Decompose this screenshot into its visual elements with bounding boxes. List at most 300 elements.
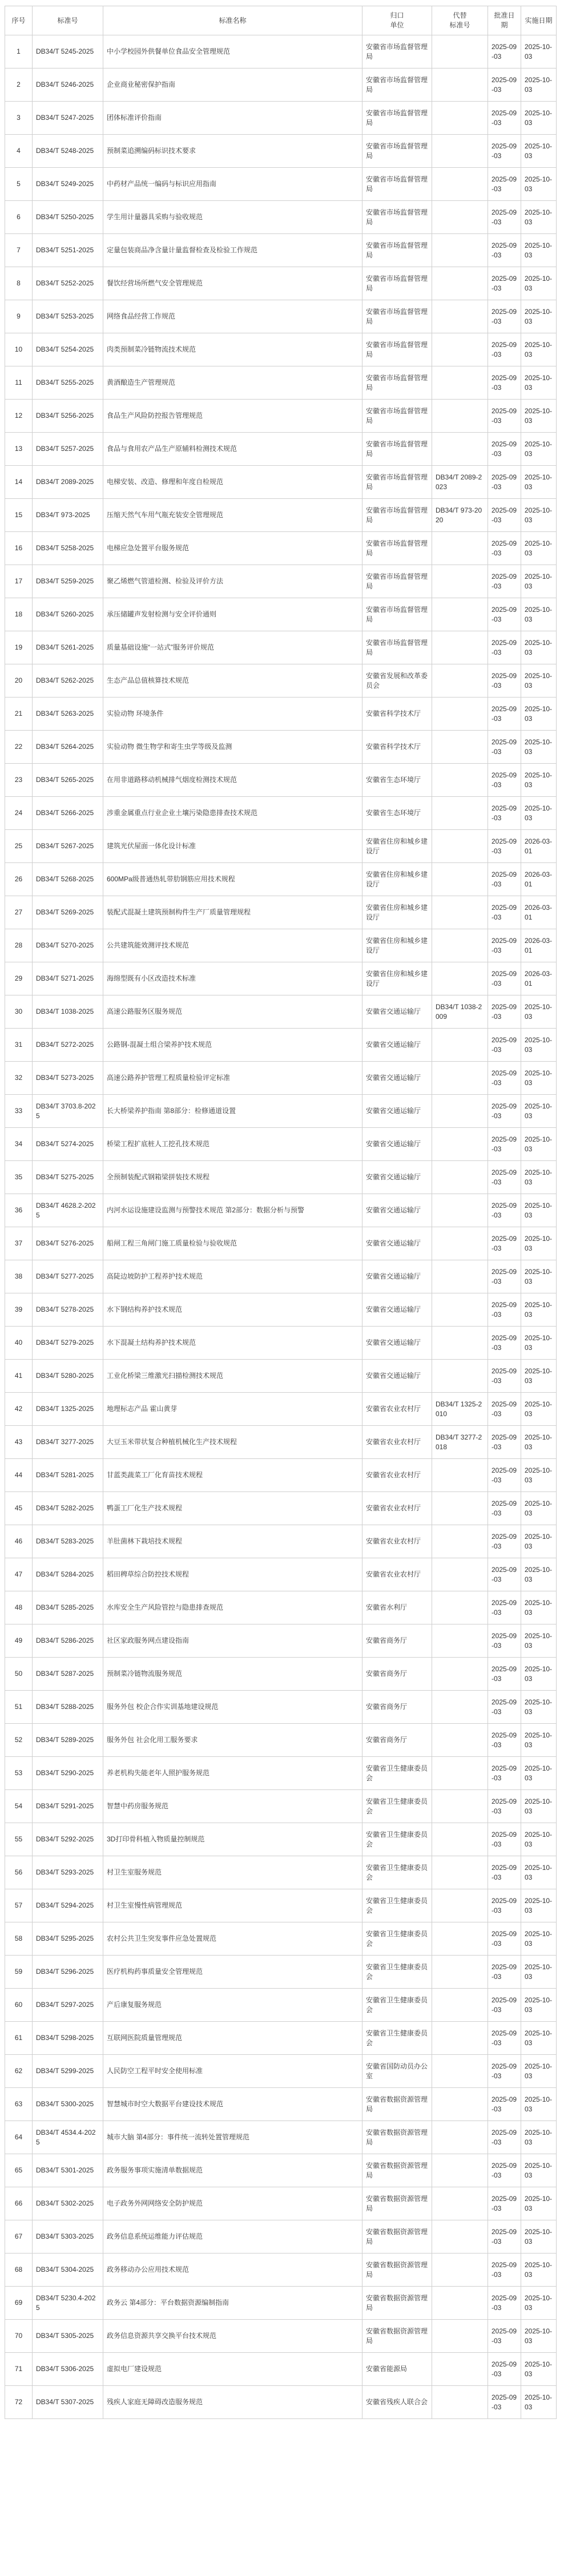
cell-effective-date: 2025-10-03 — [521, 1260, 557, 1293]
table-row — [5, 135, 557, 168]
cell-approval-date: 2025-09-03 — [488, 366, 521, 400]
cell-approval-date: 2025-09-03 — [488, 2287, 521, 2320]
cell-effective-date: 2025-10-03 — [521, 1989, 557, 2022]
cell-approval-date: 2025-09-03 — [488, 1922, 521, 1956]
table-row — [5, 1029, 557, 1062]
cell-standard-code: DB34/T 5296-2025 — [33, 1956, 103, 1989]
cell-effective-date: 2026-03-01 — [521, 962, 557, 995]
cell-effective-date: 2025-10-03 — [521, 1624, 557, 1658]
cell-department: 安徽省市场监督管理局 — [362, 234, 432, 267]
cell-effective-date: 2025-10-03 — [521, 201, 557, 234]
cell-index: 28 — [5, 929, 33, 962]
cell-index: 10 — [5, 333, 33, 366]
cell-effective-date: 2025-10-03 — [521, 333, 557, 366]
cell-replaced-code — [432, 962, 488, 995]
cell-index: 34 — [5, 1128, 33, 1161]
table-row — [5, 2154, 557, 2187]
cell-approval-date: 2025-09-03 — [488, 1558, 521, 1591]
cell-standard-code: DB34/T 5300-2025 — [33, 2088, 103, 2121]
cell-replaced-code — [432, 333, 488, 366]
cell-standard-code: DB34/T 5285-2025 — [33, 1591, 103, 1624]
cell-standard-code: DB34/T 5258-2025 — [33, 532, 103, 565]
cell-replaced-code — [432, 400, 488, 433]
cell-replaced-code — [432, 1989, 488, 2022]
cell-replaced-code — [432, 698, 488, 731]
cell-effective-date: 2025-10-03 — [521, 2121, 557, 2154]
cell-standard-code: DB34/T 5264-2025 — [33, 731, 103, 764]
cell-standard-name: 鸭蛋工厂化生产技术规程 — [103, 1492, 362, 1525]
cell-index: 48 — [5, 1591, 33, 1624]
cell-effective-date: 2025-10-03 — [521, 565, 557, 598]
cell-standard-name: 大豆玉米带状复合种植机械化生产技术规程 — [103, 1426, 362, 1459]
cell-approval-date: 2025-09-03 — [488, 731, 521, 764]
cell-standard-name: 生态产品总值核算技术规范 — [103, 664, 362, 698]
cell-effective-date: 2025-10-03 — [521, 2287, 557, 2320]
table-row — [5, 433, 557, 466]
cell-effective-date: 2025-10-03 — [521, 995, 557, 1029]
cell-effective-date: 2026-03-01 — [521, 896, 557, 929]
cell-approval-date: 2025-09-03 — [488, 400, 521, 433]
cell-department: 安徽省数据资源管理局 — [362, 2154, 432, 2187]
table-row — [5, 631, 557, 664]
cell-effective-date: 2025-10-03 — [521, 234, 557, 267]
cell-standard-name: 船闸工程三角闸门施工质量检验与验收规范 — [103, 1227, 362, 1260]
cell-department: 安徽省交通运输厅 — [362, 1029, 432, 1062]
cell-effective-date: 2025-10-03 — [521, 1492, 557, 1525]
cell-standard-name: 地理标志产品 霍山黄芽 — [103, 1393, 362, 1426]
cell-standard-code: DB34/T 5278-2025 — [33, 1293, 103, 1327]
table-row — [5, 1790, 557, 1823]
cell-replaced-code — [432, 1459, 488, 1492]
cell-standard-name: 团体标准评价指南 — [103, 102, 362, 135]
cell-standard-name: 政务移动办公应用技术规范 — [103, 2254, 362, 2287]
table-row — [5, 1856, 557, 1889]
cell-approval-date: 2025-09-03 — [488, 896, 521, 929]
header-standard-name: 标准名称 — [103, 6, 362, 35]
cell-department: 安徽省卫生健康委员会 — [362, 1889, 432, 1922]
cell-standard-code: DB34/T 5276-2025 — [33, 1227, 103, 1260]
cell-standard-code: DB34/T 5267-2025 — [33, 830, 103, 863]
cell-approval-date: 2025-09-03 — [488, 962, 521, 995]
cell-approval-date: 2025-09-03 — [488, 333, 521, 366]
table-row — [5, 2121, 557, 2154]
cell-department: 安徽省交通运输厅 — [362, 1062, 432, 1095]
cell-approval-date: 2025-09-03 — [488, 1194, 521, 1227]
table-header — [5, 6, 557, 35]
cell-index: 71 — [5, 2353, 33, 2386]
cell-department: 安徽省数据资源管理局 — [362, 2220, 432, 2254]
cell-replaced-code — [432, 2022, 488, 2055]
cell-department: 安徽省数据资源管理局 — [362, 2320, 432, 2353]
cell-replaced-code — [432, 1591, 488, 1624]
cell-index: 21 — [5, 698, 33, 731]
cell-department: 安徽省农业农村厅 — [362, 1492, 432, 1525]
table-row — [5, 896, 557, 929]
cell-standard-name: 桥梁工程扩底桩人工挖孔技术规范 — [103, 1128, 362, 1161]
table-row — [5, 1360, 557, 1393]
cell-approval-date: 2025-09-03 — [488, 830, 521, 863]
cell-department: 安徽省商务厅 — [362, 1658, 432, 1691]
cell-department: 安徽省市场监督管理局 — [362, 102, 432, 135]
cell-index: 32 — [5, 1062, 33, 1095]
table-row — [5, 565, 557, 598]
cell-effective-date: 2025-10-03 — [521, 1922, 557, 1956]
cell-effective-date: 2025-10-03 — [521, 1956, 557, 1989]
cell-approval-date: 2025-09-03 — [488, 2220, 521, 2254]
cell-standard-code: DB34/T 5261-2025 — [33, 631, 103, 664]
cell-approval-date: 2025-09-03 — [488, 2022, 521, 2055]
cell-standard-code: DB34/T 5290-2025 — [33, 1757, 103, 1790]
cell-index: 8 — [5, 267, 33, 300]
cell-standard-name: 社区家政服务网点建设指南 — [103, 1624, 362, 1658]
cell-replaced-code — [432, 1293, 488, 1327]
cell-standard-code: DB34/T 5303-2025 — [33, 2220, 103, 2254]
cell-effective-date: 2025-10-03 — [521, 2022, 557, 2055]
cell-standard-name: 水下钢结构养护技术规范 — [103, 1293, 362, 1327]
cell-index: 20 — [5, 664, 33, 698]
cell-approval-date: 2025-09-03 — [488, 598, 521, 631]
cell-approval-date: 2025-09-03 — [488, 102, 521, 135]
cell-effective-date: 2025-10-03 — [521, 1591, 557, 1624]
cell-index: 50 — [5, 1658, 33, 1691]
cell-standard-name: 建筑光伏屋面一体化设计标准 — [103, 830, 362, 863]
cell-department: 安徽省市场监督管理局 — [362, 565, 432, 598]
cell-index: 55 — [5, 1823, 33, 1856]
cell-index: 18 — [5, 598, 33, 631]
cell-index: 13 — [5, 433, 33, 466]
cell-department: 安徽省交通运输厅 — [362, 1161, 432, 1194]
table-row — [5, 2088, 557, 2121]
cell-standard-name: 内河水运设施建设监测与预警技术规范 第2部分：数据分析与预警 — [103, 1194, 362, 1227]
cell-standard-name: 定量包装商品净含量计量监督检查及检验工作规范 — [103, 234, 362, 267]
cell-department: 安徽省卫生健康委员会 — [362, 1989, 432, 2022]
cell-standard-name: 3D打印骨科植入物质量控制规范 — [103, 1823, 362, 1856]
cell-replaced-code — [432, 135, 488, 168]
cell-department: 安徽省交通运输厅 — [362, 1360, 432, 1393]
cell-effective-date: 2025-10-03 — [521, 2220, 557, 2254]
cell-standard-code: DB34/T 5266-2025 — [33, 797, 103, 830]
cell-standard-code: DB34/T 5255-2025 — [33, 366, 103, 400]
cell-department: 安徽省市场监督管理局 — [362, 598, 432, 631]
cell-replaced-code: DB34/T 3277-2018 — [432, 1426, 488, 1459]
cell-replaced-code — [432, 1492, 488, 1525]
cell-department: 安徽省农业农村厅 — [362, 1393, 432, 1426]
cell-replaced-code — [432, 2320, 488, 2353]
cell-approval-date: 2025-09-03 — [488, 267, 521, 300]
cell-index: 5 — [5, 168, 33, 201]
cell-replaced-code — [432, 2220, 488, 2254]
cell-approval-date: 2025-09-03 — [488, 1956, 521, 1989]
cell-approval-date: 2025-09-03 — [488, 1293, 521, 1327]
cell-department: 安徽省数据资源管理局 — [362, 2187, 432, 2220]
cell-effective-date: 2025-10-03 — [521, 1293, 557, 1327]
table-row — [5, 1194, 557, 1227]
cell-approval-date: 2025-09-03 — [488, 433, 521, 466]
cell-standard-name: 工业化桥梁三维激光扫描检测技术规范 — [103, 1360, 362, 1393]
cell-index: 58 — [5, 1922, 33, 1956]
cell-standard-name: 人民防空工程平时安全使用标准 — [103, 2055, 362, 2088]
cell-standard-name: 公共建筑能效测评技术规范 — [103, 929, 362, 962]
cell-index: 54 — [5, 1790, 33, 1823]
cell-standard-name: 黄酒酿造生产管理规范 — [103, 366, 362, 400]
cell-index: 61 — [5, 2022, 33, 2055]
cell-replaced-code — [432, 1327, 488, 1360]
cell-replaced-code — [432, 1095, 488, 1128]
table-row — [5, 1062, 557, 1095]
cell-standard-name: 在用非道路移动机械排气烟度检测技术规范 — [103, 764, 362, 797]
table-row — [5, 2353, 557, 2386]
cell-standard-name: 食品生产风险防控报告管理规范 — [103, 400, 362, 433]
cell-effective-date: 2025-10-03 — [521, 1823, 557, 1856]
cell-standard-name: 智慧中药房服务规范 — [103, 1790, 362, 1823]
cell-standard-name: 稻田稗草综合防控技术规程 — [103, 1558, 362, 1591]
cell-standard-name: 残疾人家庭无障碍改造服务规范 — [103, 2386, 362, 2419]
cell-standard-code: DB34/T 5257-2025 — [33, 433, 103, 466]
cell-index: 40 — [5, 1327, 33, 1360]
cell-approval-date: 2025-09-03 — [488, 2320, 521, 2353]
cell-replaced-code — [432, 2154, 488, 2187]
cell-standard-code: DB34/T 5260-2025 — [33, 598, 103, 631]
cell-effective-date: 2025-10-03 — [521, 366, 557, 400]
cell-standard-code: DB34/T 1325-2025 — [33, 1393, 103, 1426]
cell-standard-code: DB34/T 5282-2025 — [33, 1492, 103, 1525]
cell-standard-code: DB34/T 5250-2025 — [33, 201, 103, 234]
cell-standard-code: DB34/T 2089-2025 — [33, 466, 103, 499]
cell-effective-date: 2025-10-03 — [521, 1360, 557, 1393]
table-row — [5, 995, 557, 1029]
cell-index: 15 — [5, 499, 33, 532]
cell-replaced-code — [432, 664, 488, 698]
cell-standard-name: 预制菜冷链物流服务规范 — [103, 1658, 362, 1691]
cell-department: 安徽省交通运输厅 — [362, 1227, 432, 1260]
cell-index: 6 — [5, 201, 33, 234]
cell-approval-date: 2025-09-03 — [488, 995, 521, 1029]
cell-standard-name: 产后康复服务规范 — [103, 1989, 362, 2022]
cell-department: 安徽省农业农村厅 — [362, 1525, 432, 1558]
cell-department: 安徽省市场监督管理局 — [362, 532, 432, 565]
table-row — [5, 35, 557, 68]
cell-approval-date: 2025-09-03 — [488, 929, 521, 962]
cell-approval-date: 2025-09-03 — [488, 1591, 521, 1624]
cell-standard-code: DB34/T 5299-2025 — [33, 2055, 103, 2088]
cell-index: 72 — [5, 2386, 33, 2419]
cell-standard-name: 政务信息资源共享交换平台技术规范 — [103, 2320, 362, 2353]
cell-department: 安徽省卫生健康委员会 — [362, 2022, 432, 2055]
cell-standard-code: DB34/T 5248-2025 — [33, 135, 103, 168]
cell-replaced-code — [432, 896, 488, 929]
cell-replaced-code — [432, 267, 488, 300]
cell-department: 安徽省数据资源管理局 — [362, 2121, 432, 2154]
cell-index: 67 — [5, 2220, 33, 2254]
cell-effective-date: 2026-03-01 — [521, 929, 557, 962]
cell-effective-date: 2025-10-03 — [521, 2088, 557, 2121]
cell-approval-date: 2025-09-03 — [488, 168, 521, 201]
cell-standard-code: DB34/T 5287-2025 — [33, 1658, 103, 1691]
cell-approval-date: 2025-09-03 — [488, 135, 521, 168]
cell-effective-date: 2025-10-03 — [521, 68, 557, 102]
cell-effective-date: 2025-10-03 — [521, 764, 557, 797]
cell-replaced-code — [432, 2353, 488, 2386]
cell-effective-date: 2025-10-03 — [521, 1757, 557, 1790]
cell-replaced-code — [432, 1558, 488, 1591]
table-row — [5, 532, 557, 565]
cell-approval-date: 2025-09-03 — [488, 2055, 521, 2088]
table-row — [5, 1095, 557, 1128]
cell-standard-name: 互联网医院质量管理规范 — [103, 2022, 362, 2055]
cell-effective-date: 2025-10-03 — [521, 797, 557, 830]
cell-standard-code: DB34/T 4628.2-2025 — [33, 1194, 103, 1227]
cell-effective-date: 2025-10-03 — [521, 1029, 557, 1062]
cell-department: 安徽省市场监督管理局 — [362, 433, 432, 466]
cell-index: 23 — [5, 764, 33, 797]
cell-standard-name: 实验动物 环境条件 — [103, 698, 362, 731]
cell-standard-code: DB34/T 5262-2025 — [33, 664, 103, 698]
cell-replaced-code — [432, 532, 488, 565]
cell-standard-code: DB34/T 5256-2025 — [33, 400, 103, 433]
cell-standard-name: 中小学校园外供餐单位食品安全管理规范 — [103, 35, 362, 68]
table-row — [5, 267, 557, 300]
cell-standard-code: DB34/T 5270-2025 — [33, 929, 103, 962]
cell-replaced-code — [432, 731, 488, 764]
cell-index: 35 — [5, 1161, 33, 1194]
cell-department: 安徽省交通运输厅 — [362, 1260, 432, 1293]
cell-department: 安徽省农业农村厅 — [362, 1558, 432, 1591]
cell-standard-name: 服务外包 校企合作实训基地建设规范 — [103, 1691, 362, 1724]
cell-standard-code: DB34/T 5291-2025 — [33, 1790, 103, 1823]
cell-replaced-code — [432, 1624, 488, 1658]
cell-standard-code: DB34/T 5268-2025 — [33, 863, 103, 896]
cell-effective-date: 2025-10-03 — [521, 2254, 557, 2287]
cell-approval-date: 2025-09-03 — [488, 2154, 521, 2187]
cell-standard-code: DB34/T 5292-2025 — [33, 1823, 103, 1856]
cell-approval-date: 2025-09-03 — [488, 664, 521, 698]
cell-effective-date: 2025-10-03 — [521, 499, 557, 532]
cell-replaced-code — [432, 565, 488, 598]
cell-approval-date: 2025-09-03 — [488, 1889, 521, 1922]
cell-standard-code: DB34/T 5271-2025 — [33, 962, 103, 995]
cell-approval-date: 2025-09-03 — [488, 1790, 521, 1823]
cell-replaced-code — [432, 631, 488, 664]
cell-approval-date: 2025-09-03 — [488, 1757, 521, 1790]
cell-effective-date: 2025-10-03 — [521, 1525, 557, 1558]
table-row — [5, 1260, 557, 1293]
cell-index: 9 — [5, 300, 33, 333]
cell-replaced-code — [432, 68, 488, 102]
cell-standard-name: 农村公共卫生突发事件应急处置规范 — [103, 1922, 362, 1956]
cell-approval-date: 2025-09-03 — [488, 1360, 521, 1393]
cell-effective-date: 2025-10-03 — [521, 1724, 557, 1757]
cell-standard-name: 水下混凝土结构养护技术规范 — [103, 1327, 362, 1360]
cell-effective-date: 2025-10-03 — [521, 1161, 557, 1194]
table-row — [5, 1922, 557, 1956]
cell-approval-date: 2025-09-03 — [488, 1691, 521, 1724]
cell-standard-name: 涉重金属重点行业企业土壤污染隐患排查技术规范 — [103, 797, 362, 830]
cell-effective-date: 2025-10-03 — [521, 35, 557, 68]
cell-index: 24 — [5, 797, 33, 830]
cell-department: 安徽省发展和改革委员会 — [362, 664, 432, 698]
table-row — [5, 400, 557, 433]
cell-standard-code: DB34/T 5298-2025 — [33, 2022, 103, 2055]
cell-approval-date: 2025-09-03 — [488, 1624, 521, 1658]
table-row — [5, 1293, 557, 1327]
cell-index: 11 — [5, 366, 33, 400]
cell-effective-date: 2025-10-03 — [521, 698, 557, 731]
cell-replaced-code — [432, 2254, 488, 2287]
cell-replaced-code — [432, 1029, 488, 1062]
cell-department: 安徽省商务厅 — [362, 1724, 432, 1757]
cell-effective-date: 2025-10-03 — [521, 1194, 557, 1227]
cell-standard-code: DB34/T 5301-2025 — [33, 2154, 103, 2187]
cell-standard-code: DB34/T 5254-2025 — [33, 333, 103, 366]
cell-approval-date: 2025-09-03 — [488, 1724, 521, 1757]
cell-replaced-code — [432, 234, 488, 267]
table-row — [5, 698, 557, 731]
cell-index: 30 — [5, 995, 33, 1029]
cell-effective-date: 2025-10-03 — [521, 1856, 557, 1889]
cell-department: 安徽省商务厅 — [362, 1691, 432, 1724]
cell-approval-date: 2025-09-03 — [488, 1095, 521, 1128]
cell-approval-date: 2025-09-03 — [488, 466, 521, 499]
cell-standard-name: 聚乙烯燃气管道检测、检验及评价方法 — [103, 565, 362, 598]
cell-approval-date: 2025-09-03 — [488, 2386, 521, 2419]
cell-replaced-code: DB34/T 2089-2023 — [432, 466, 488, 499]
cell-standard-name: 虚拟电厂建设规范 — [103, 2353, 362, 2386]
cell-standard-code: DB34/T 5288-2025 — [33, 1691, 103, 1724]
table-row — [5, 1823, 557, 1856]
cell-approval-date: 2025-09-03 — [488, 1260, 521, 1293]
cell-effective-date: 2025-10-03 — [521, 135, 557, 168]
cell-index: 16 — [5, 532, 33, 565]
cell-standard-name: 电梯安装、改造、修理和年度自检规范 — [103, 466, 362, 499]
cell-department: 安徽省数据资源管理局 — [362, 2287, 432, 2320]
table-row — [5, 300, 557, 333]
cell-index: 38 — [5, 1260, 33, 1293]
cell-replaced-code — [432, 929, 488, 962]
cell-approval-date: 2025-09-03 — [488, 1856, 521, 1889]
table-row — [5, 1989, 557, 2022]
cell-replaced-code: DB34/T 973-2020 — [432, 499, 488, 532]
cell-index: 4 — [5, 135, 33, 168]
cell-index: 51 — [5, 1691, 33, 1724]
table-row — [5, 830, 557, 863]
cell-replaced-code — [432, 764, 488, 797]
cell-effective-date: 2025-10-03 — [521, 1062, 557, 1095]
cell-standard-name: 企业商业秘密保护指南 — [103, 68, 362, 102]
table-row — [5, 2187, 557, 2220]
cell-department: 安徽省能源局 — [362, 2353, 432, 2386]
cell-effective-date: 2025-10-03 — [521, 168, 557, 201]
cell-department: 安徽省交通运输厅 — [362, 995, 432, 1029]
cell-index: 22 — [5, 731, 33, 764]
cell-index: 45 — [5, 1492, 33, 1525]
cell-approval-date: 2025-09-03 — [488, 797, 521, 830]
cell-replaced-code — [432, 1823, 488, 1856]
cell-effective-date: 2025-10-03 — [521, 102, 557, 135]
cell-approval-date: 2025-09-03 — [488, 1989, 521, 2022]
cell-standard-name: 高速公路养护管理工程质量检验评定标准 — [103, 1062, 362, 1095]
cell-replaced-code — [432, 35, 488, 68]
cell-department: 安徽省残疾人联合会 — [362, 2386, 432, 2419]
table-row — [5, 499, 557, 532]
cell-approval-date: 2025-09-03 — [488, 764, 521, 797]
table-row — [5, 1558, 557, 1591]
cell-standard-name: 海绵型既有小区改造技术标准 — [103, 962, 362, 995]
cell-approval-date: 2025-09-03 — [488, 2187, 521, 2220]
cell-index: 7 — [5, 234, 33, 267]
cell-standard-code: DB34/T 5252-2025 — [33, 267, 103, 300]
cell-standard-code: DB34/T 5263-2025 — [33, 698, 103, 731]
cell-replaced-code — [432, 2187, 488, 2220]
